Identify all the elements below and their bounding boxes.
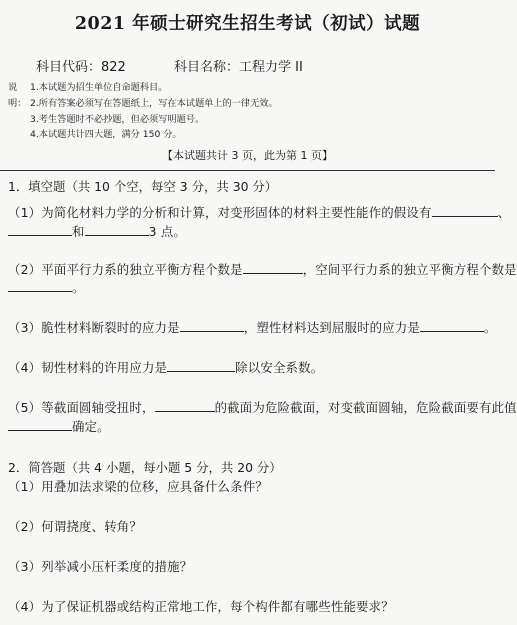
answer-blank (8, 418, 72, 431)
instruction-item: 1.本试题为招生单位自命题科目。 (30, 82, 168, 93)
question-text: （1）为简化材料力学的分析和计算，对变形固体的材料主要性能作的假设有 (8, 205, 432, 220)
question-1-2 (8, 260, 517, 278)
answer-blank (155, 399, 215, 412)
question-1-1-cont (8, 222, 186, 240)
answer-blank (243, 261, 303, 274)
page-info: 【本试题共计 3 页，此为第 1 页】 (162, 149, 333, 162)
question-text: 。 (72, 280, 85, 295)
answer-blank (8, 279, 72, 292)
question-2-1: （1）用叠加法求梁的位移，应具备什么条件？ (8, 479, 268, 494)
question-2-2: （2）何谓挠度、转角？ (8, 519, 142, 534)
instructions-list (30, 80, 470, 143)
question-text: ，塑性材料达到屈服时的应力是 (243, 320, 421, 335)
answer-blank (420, 319, 484, 332)
question-text: （2）平面平行力系的独立平衡方程个数是 (8, 262, 243, 277)
answer-blank (8, 223, 72, 236)
question-text: 和 (72, 224, 85, 239)
question-text: （5）等截面圆轴受扭时， (8, 400, 155, 415)
question-1-5 (8, 398, 517, 416)
section1-heading: 1．填空题（共 10 个空，每空 3 分，共 30 分） (8, 179, 278, 194)
question-2-4: （4）为了保证机器或结构正常地工作，每个构件都有哪些性能要求？ (8, 599, 394, 614)
question-text: 确定。 (72, 419, 110, 434)
question-text: 的截面为危险截面，对变截面圆轴，危险截面要有此值 (214, 400, 517, 415)
instruction-item: 3.考生答题时不必抄题，但必须写明题号。 (30, 113, 205, 125)
question-1-4 (8, 358, 323, 376)
question-text: 3 点。 (148, 224, 186, 239)
question-text: （3）脆性材料断裂时的应力是 (8, 320, 180, 335)
instructions-label: 说明： (8, 82, 27, 109)
instruction-item: 2.所有答案必须写在答题纸上，写在本试题单上的一律无效。 (30, 97, 278, 109)
answer-blank (167, 359, 235, 372)
section2-heading: 2．简答题（共 4 小题，每小题 5 分，共 20 分） (8, 460, 282, 475)
exam-title: 2021 年硕士研究生招生考试（初试）试题 (74, 14, 421, 34)
question-text: 。 (484, 320, 497, 335)
answer-blank (180, 319, 244, 332)
question-1-5-cont (8, 417, 110, 435)
answer-blank (432, 204, 498, 217)
question-1-3 (8, 318, 497, 336)
question-text: 除以安全系数。 (235, 360, 324, 375)
subject-info (36, 56, 303, 75)
question-1-2-cont (8, 278, 85, 296)
question-text: ，空间平行力系的独立平衡方程个数是 (302, 262, 517, 277)
answer-blank (85, 223, 149, 236)
instruction-item: 4.本试题共计四大题，满分 150 分。 (30, 129, 182, 141)
question-text: （4）韧性材料的许用应力是 (8, 360, 168, 375)
subject-code: 科目代码：822 (36, 60, 126, 75)
question-1-1 (8, 203, 510, 221)
question-text: 、 (497, 205, 511, 220)
divider (0, 170, 495, 171)
question-2-3: （3）列举减小压杆柔度的措施？ (8, 559, 193, 574)
subject-name: 科目名称：工程力学 II (174, 60, 303, 75)
